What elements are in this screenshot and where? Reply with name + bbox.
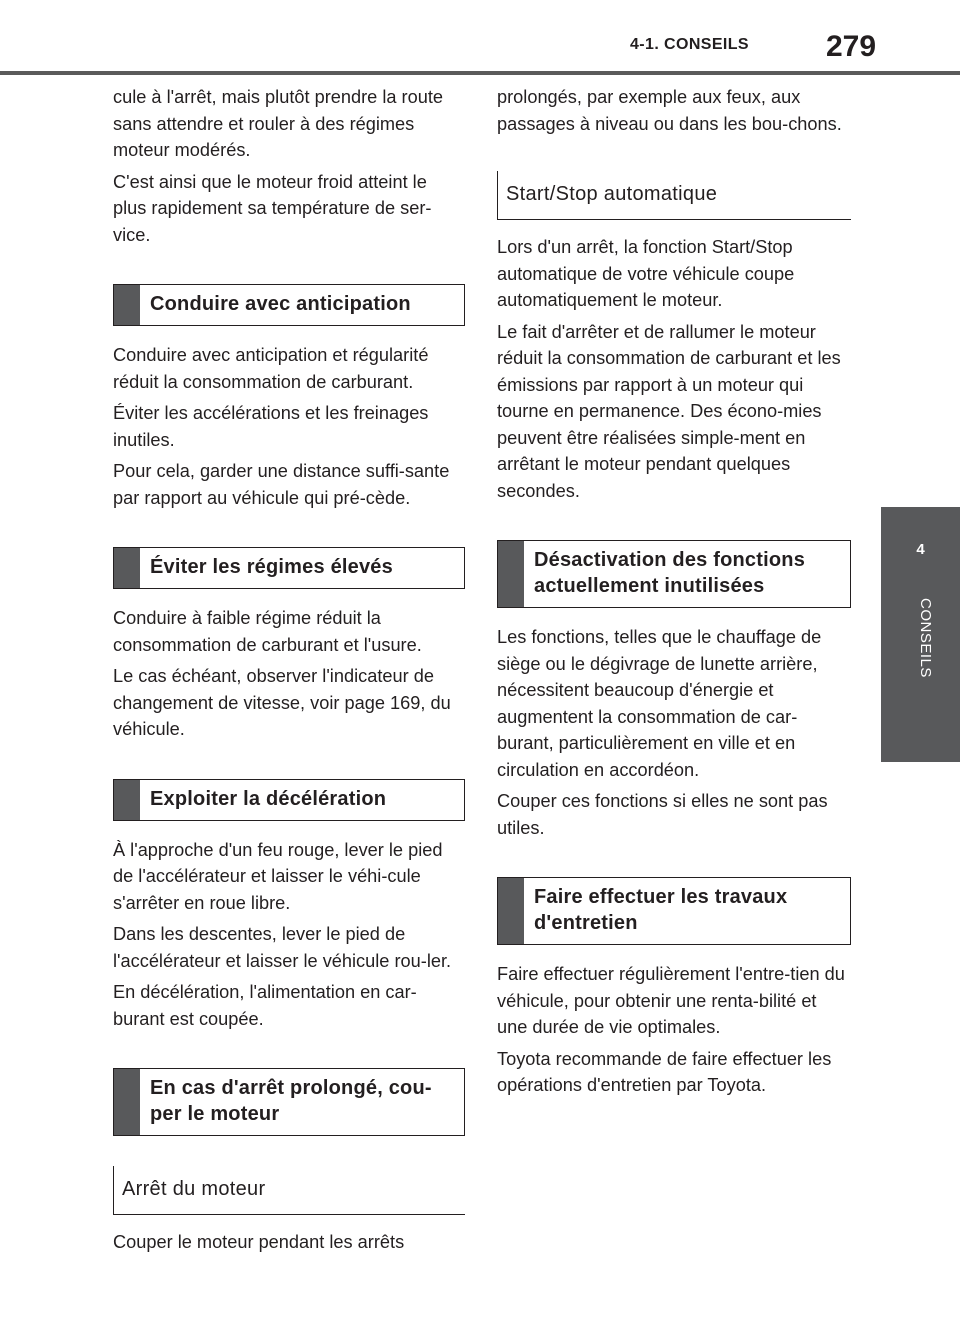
section-heading-arret-prolonge bbox=[113, 1068, 465, 1136]
paragraph: Lors d'un arrêt, la fonction Start/Stop automatique de votre véhicule coupe automatiquement le moteur. bbox=[497, 237, 795, 310]
paragraph: En décélération, l'alimentation en car-burant est coupée. bbox=[113, 982, 417, 1029]
section-title: 4-1. CONSEILS bbox=[630, 36, 750, 53]
subheading-text: Start/Stop automatique bbox=[506, 183, 718, 205]
paragraph: Le cas échéant, observer l'indicateur de changement de vitesse, voir page 169, du véhicule. bbox=[113, 666, 451, 739]
heading-marker bbox=[114, 1069, 140, 1135]
section-heading-entretien bbox=[497, 877, 851, 945]
heading-text: Conduire avec anticipation bbox=[150, 293, 411, 315]
paragraph: C'est ainsi que le moteur froid atteint le plus rapidement sa température de ser-vice. bbox=[113, 171, 432, 245]
paragraph: Conduire avec anticipation et régularité réduit la consommation de carburant. bbox=[113, 345, 429, 392]
paragraph: Couper le moteur pendant les arrêts bbox=[113, 1232, 405, 1252]
paragraph: Conduire à faible régime réduit la consommation de carburant et l'usure. bbox=[113, 608, 422, 655]
heading-text: Faire effectuer les travaux d'entretien bbox=[534, 886, 788, 934]
paragraph: Éviter les accélérations et les freinages inutiles. bbox=[113, 403, 429, 450]
heading-text: Éviter les régimes élevés bbox=[150, 556, 393, 578]
paragraph: Pour cela, garder une distance suffi-sante par rapport au véhicule qui pré-cède. bbox=[113, 461, 450, 508]
chapter-tab-number: 4 bbox=[916, 541, 925, 558]
heading-marker bbox=[114, 285, 140, 325]
section-heading-anticipation bbox=[113, 284, 465, 326]
heading-text: Exploiter la décélération bbox=[150, 787, 387, 810]
heading-text: En cas d'arrêt prolongé, cou-per le moteur bbox=[150, 1077, 432, 1125]
section-heading-desactivation bbox=[497, 540, 851, 608]
heading-marker bbox=[498, 541, 524, 607]
paragraph: Le fait d'arrêter et de rallumer le moteur réduit la consommation de carburant et les émissions par rapport à un moteur qui tourne en permanence. Des écono-mies peuvent être réalisées simple-ment en arrêtant le moteur pendant quelques secondes. bbox=[497, 321, 841, 501]
paragraph: cule à l'arrêt, mais plutôt prendre la route sans attendre et rouler à des régimes moteur modérés. bbox=[113, 87, 444, 160]
paragraph: Couper ces fonctions si elles ne sont pas utiles. bbox=[497, 791, 828, 838]
paragraph: Toyota recommande de faire effectuer les opérations d'entretien par Toyota. bbox=[497, 1048, 832, 1095]
subheading-text: Arrêt du moteur bbox=[122, 1178, 266, 1200]
paragraph: Dans les descentes, lever le pied de l'accélérateur et laisser le véhicule rou-ler. bbox=[113, 924, 452, 971]
heading-marker bbox=[498, 878, 524, 944]
section-heading-regimes bbox=[113, 547, 465, 589]
heading-marker bbox=[114, 780, 140, 820]
paragraph: Faire effectuer régulièrement l'entre-tien du véhicule, pour obtenir une renta-bilité et une durée de vie optimales. bbox=[497, 964, 845, 1037]
right-column bbox=[497, 84, 851, 1104]
heading-marker bbox=[114, 548, 140, 588]
page-number: 279 bbox=[826, 30, 877, 63]
left-column bbox=[113, 84, 465, 1261]
heading-text: Désactivation des fonctions actuellement inutilisées bbox=[534, 549, 806, 597]
paragraph: prolongés, par exemple aux feux, aux passages à niveau ou dans les bou-chons. bbox=[497, 87, 842, 134]
section-heading-deceleration bbox=[113, 779, 465, 821]
paragraph: Les fonctions, telles que le chauffage de siège ou le dégivrage de lunette arrière, nécessitent beaucoup d'énergie et augmentent la consommation de car-burant, particulièrement en ville et en circulation en accordéon. bbox=[497, 627, 822, 780]
chapter-tab-label: CONSEILS bbox=[917, 598, 934, 678]
paragraph: À l'approche d'un feu rouge, lever le pied de l'accélérateur et laisser le véhi-cule s'arrêter en roue libre. bbox=[113, 839, 443, 913]
subheading-arret-moteur bbox=[113, 1166, 465, 1215]
header-rule bbox=[0, 71, 960, 75]
subheading-start-stop bbox=[497, 171, 851, 220]
